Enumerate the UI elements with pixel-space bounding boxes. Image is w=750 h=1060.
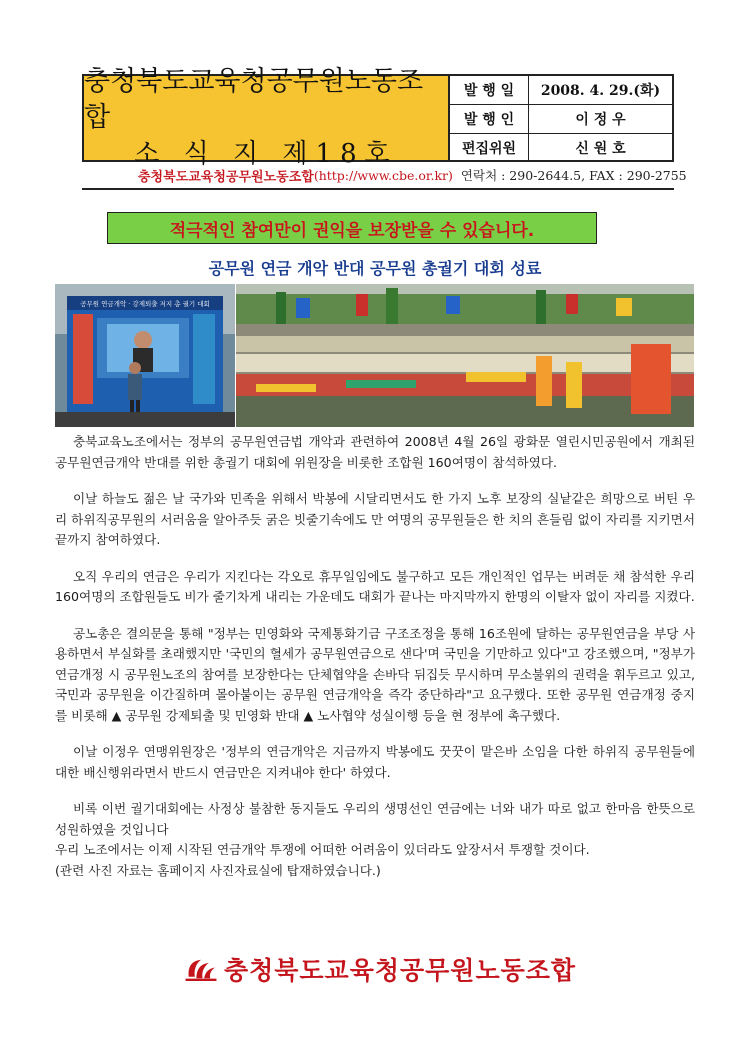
info-value: 2008. 4. 29.(화): [529, 76, 673, 105]
contact-info: 연락처 : 290-2644.5, FAX : 290-2755: [460, 168, 687, 183]
info-row: [450, 76, 672, 105]
rally-crowd-photo: [236, 284, 694, 427]
divider: [82, 188, 674, 190]
info-value: 이 정 우: [529, 105, 673, 134]
paragraph: 충북교육노조에서는 정부의 공무원연금법 개악과 관련하여 2008년 4월 26일 광화문 열린시민공원에서 개최된 공무원연금개악 반대를 위한 총궐기 대회에 위원장을 비롯한 조합원 160여명이 참석하였다.: [55, 434, 695, 470]
info-row: [450, 105, 672, 134]
info-label: 발 행 인: [450, 105, 529, 134]
rally-stage-photo: [55, 284, 235, 427]
union-logo-icon: [184, 955, 218, 983]
paragraph: 이날 이정우 연맹위원장은 '정부의 연금개악은 지금까지 박봉에도 꿋꿋이 맡은바 소임을 다한 하위직 공무원들에 대한 배신행위라면서 반드시 연금만은 지켜내야 한다' 하였다.: [55, 744, 695, 780]
info-value: 신 원 호: [529, 134, 673, 163]
headline-bar: [107, 212, 597, 244]
org-line: [134, 164, 687, 186]
footer: [160, 952, 600, 986]
article-title: 공무원 연금 개악 반대 공무원 총궐기 대회 성료: [208, 259, 542, 278]
rally-stage-image: [55, 284, 235, 427]
paragraph: 비록 이번 궐기대회에는 사정상 불참한 동지들도 우리의 생명선인 연금에는 너와 내가 따로 없고 한마음 한뜻으로 성원하였을 것입니다: [55, 801, 695, 837]
homepage-link[interactable]: (http://www.cbe.or.kr): [313, 167, 453, 183]
publication-info-table: [450, 76, 672, 162]
newsletter-title: 충청북도교육청공무원노동조합: [84, 66, 424, 133]
info-label: 편집위원: [450, 134, 529, 163]
paragraph: 공노총은 결의문을 통해 "정부는 민영화와 국제통화기금 구조조정을 통해 16조원에 달하는 공무원연금을 부당 사용하면서 부실화를 초래했지만 '국민의 혈세가 공무원연금으로 샌다'며 국민을 기만하고 있다"고 강조했으며, "정부가 연금개정 시 공무원노조의 참여를 보장한다는 단체협약을 손바닥 뒤집듯 무시하며 무소불위의 권력을 휘두르고 있고, 국민과 공무원을 이간질하며 몰아붙이는 공무원 연금개악을 즉각 중단하라"고 요구했다. 또한 공무원 연금개정 중지를 비롯해 ▲ 공무원 강제퇴출 및 민영화 반대 ▲ 노사협약 성실이행 등을 현 정부에 촉구했다.: [55, 625, 695, 723]
paragraph: 우리 노조에서는 이제 시작된 연금개악 투쟁에 어떠한 어려움이 있더라도 앞장서서 투쟁할 것이다.: [55, 842, 590, 857]
issue-number: 소 식 지 제18호: [134, 139, 398, 169]
stage-banner-text: 공무원 연금개악 · 강제퇴출 저지 총 궐기 대회: [80, 300, 210, 308]
org-name: 충청북도교육청공무원노동조합: [138, 169, 314, 185]
info-label: 발 행 일: [450, 76, 529, 105]
footer-org-name: 충청북도교육청공무원노동조합: [223, 956, 577, 985]
info-row: [450, 134, 672, 163]
paragraph: 오직 우리의 연금은 우리가 지킨다는 각오로 휴무일임에도 불구하고 모든 개인적인 업무는 버려둔 채 참석한 우리 160여명의 조합원들도 비가 줄기차게 내리는 가운데도 대회가 끝나는 마지막까지 한명의 이탈자 없이 자리를 지켰다.: [55, 568, 695, 604]
title-box: [84, 66, 450, 169]
headline-text: 적극적인 참여만이 권익을 보장받을 수 있습니다.: [169, 220, 535, 241]
article-body: [55, 432, 695, 881]
rally-crowd-image: [236, 284, 694, 427]
paragraph: 이날 하늘도 젊은 날 국가와 민족을 위해서 박봉에 시달리면서도 한 가지 노후 보장의 실낱같은 희망으로 버틴 우리 하위직공무원의 서러움을 알아주듯 굵은 빗줄기속에도 만 여명의 공무원들은 한 치의 흔들림 없이 자리를 지키면서 끝까지 참여하였다.: [55, 491, 695, 547]
paragraph: (관련 사진 자료는 홈페이지 사진자료실에 탑재하였습니다.): [55, 862, 381, 878]
masthead: [82, 66, 674, 169]
